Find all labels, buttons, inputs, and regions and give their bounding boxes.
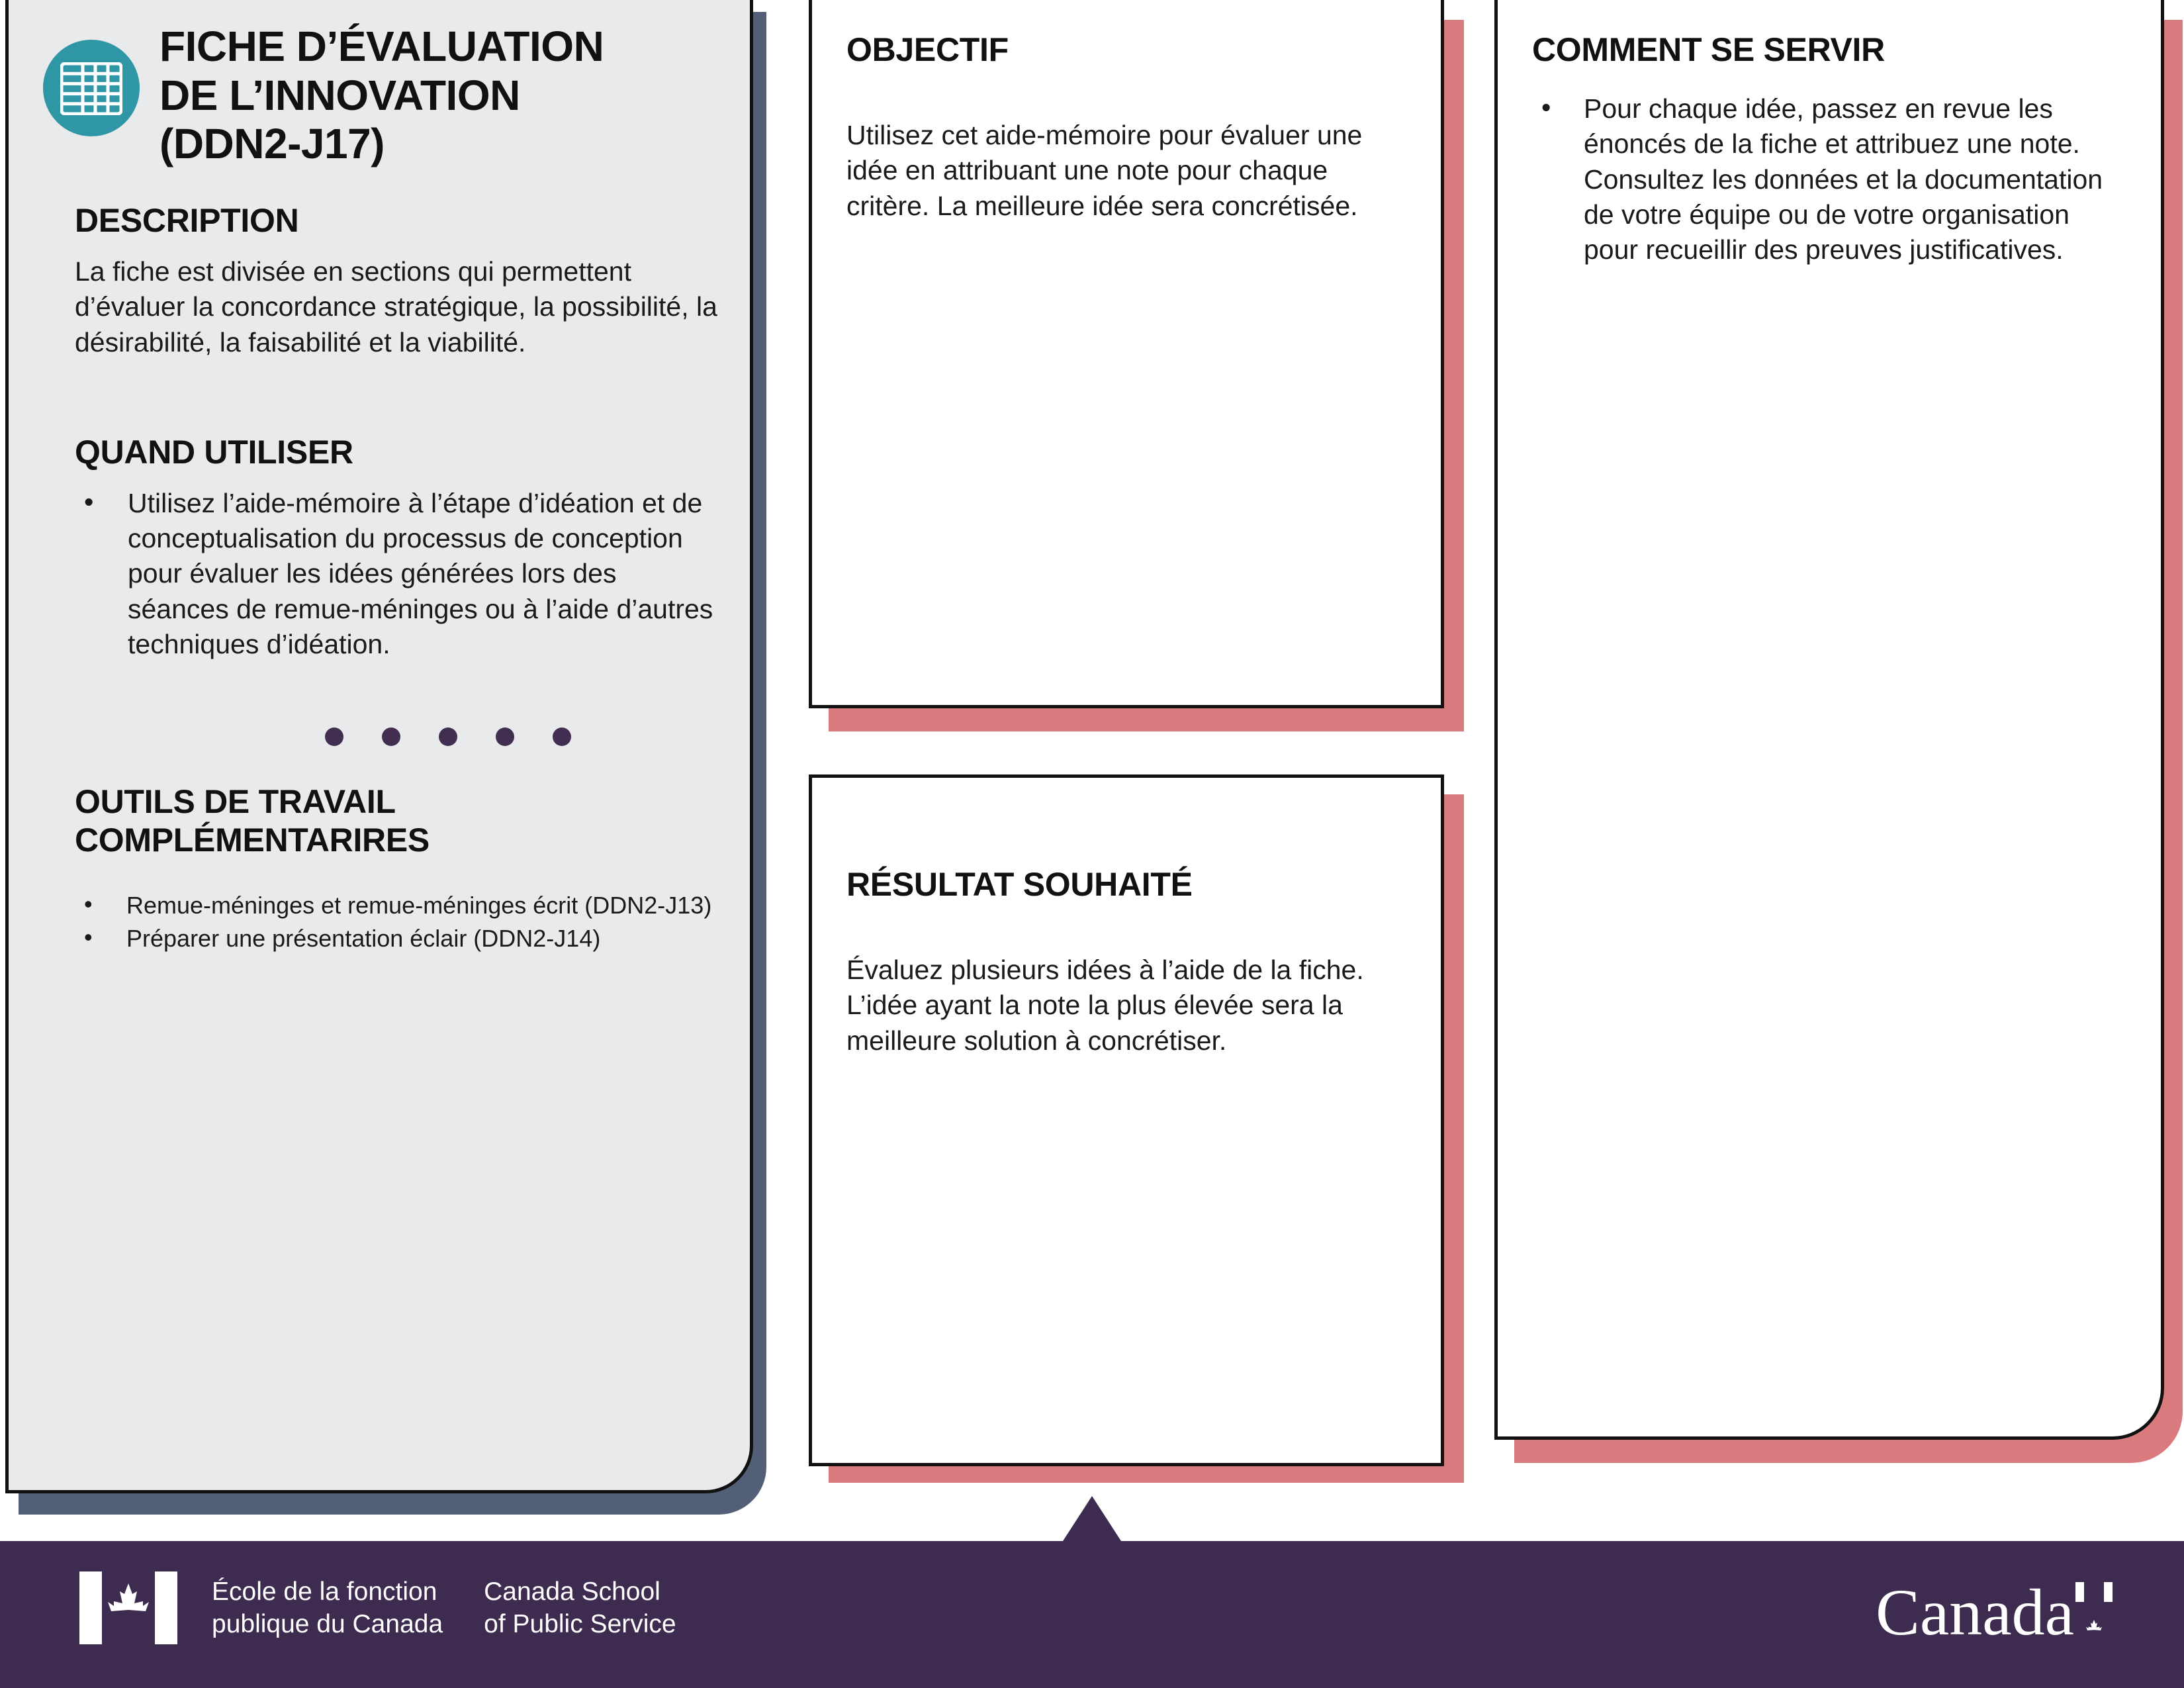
list-item: • Préparer une présentation éclair (DDN2-J14) [75,923,723,955]
separator-dot [553,727,571,746]
resultat-body: Évaluez plusieurs idées à l’aide de la fiche. L’idée ayant la note la plus élevée sera la meilleure solution à concrétiser. [846,955,1364,1056]
objectif-title: OBJECTIF [846,31,1009,68]
related-tools-heading-line-1: OUTILS DE TRAVAIL [75,783,396,821]
title-line-2: DE L’INNOVATION [159,71,520,119]
related-tools-heading [75,782,723,859]
separator-dot [496,727,514,746]
csps-en-line-1: Canada School [484,1577,660,1606]
left-info-card [5,0,753,1493]
canada-wordmark-flag-icon [2075,1582,2113,1602]
csps-fr-line-1: École de la fonction [212,1577,437,1606]
when-to-use-heading: QUAND UTILISER [75,433,353,471]
csps-fr-line-2: publique du Canada [212,1610,443,1638]
footer-bar [0,1541,2184,1688]
csps-wordmark [212,1575,676,1640]
resultat-title: RÉSULTAT SOUHAITÉ [846,866,1193,903]
when-to-use-section [75,433,723,662]
description-section [75,201,723,360]
card-header [75,23,723,195]
footer-arrow [1063,1496,1121,1541]
comment-title: COMMENT SE SERVIR [1532,31,1885,68]
page-title [75,23,723,169]
separator-dot [382,727,400,746]
list-item: • Utilisez l’aide-mémoire à l’étape d’idéation et de conceptualisation du processus de conception pour évaluer les idées générées lors des séances de remue-méninges ou à l’aide d’autres techniques d’idéation. [75,486,723,662]
related-tools-heading-line-2: COMPLÉMENTARIRES [75,821,430,859]
csps-en-line-2: of Public Service [484,1610,676,1638]
list-item: • Pour chaque idée, passez en revue les énoncés de la fiche et attribuez une note. Consultez les données et la documentation de votre équipe ou de votre organisation pour recueillir des preuves justificatives. [1532,91,2126,267]
csps-french [212,1575,443,1640]
separator-dot [325,727,343,746]
comment-panel [1494,0,2164,1440]
objectif-panel [809,0,1444,708]
objectif-body: Utilisez cet aide-mémoire pour évaluer une idée en attribuant une note pour chaque critère. La meilleure idée sera concrétisée. [846,120,1363,221]
canada-wordmark-text: Canada [1876,1575,2074,1649]
related-tools-section [75,782,723,954]
csps-logo [79,1571,676,1644]
csps-english [484,1575,676,1640]
resultat-panel [809,774,1444,1466]
dot-separator [75,714,723,760]
description-text: La fiche est divisée en sections qui permettent d’évaluer la concordance stratégique, la possibilité, la désirabilité, la faisabilité et la viabilité. [75,256,717,357]
title-line-1: FICHE D’ÉVALUATION [159,23,604,70]
separator-dot [439,727,457,746]
description-heading: DESCRIPTION [75,202,299,239]
canada-wordmark [1876,1575,2113,1649]
comment-list [1532,91,2126,267]
title-line-3: (DDN2-J17) [159,120,385,168]
related-tools-list [75,890,723,954]
when-to-use-list [75,486,723,662]
grid-table-icon [43,40,140,136]
list-item: • Remue-méninges et remue-méninges écrit (DDN2-J13) [75,890,723,921]
